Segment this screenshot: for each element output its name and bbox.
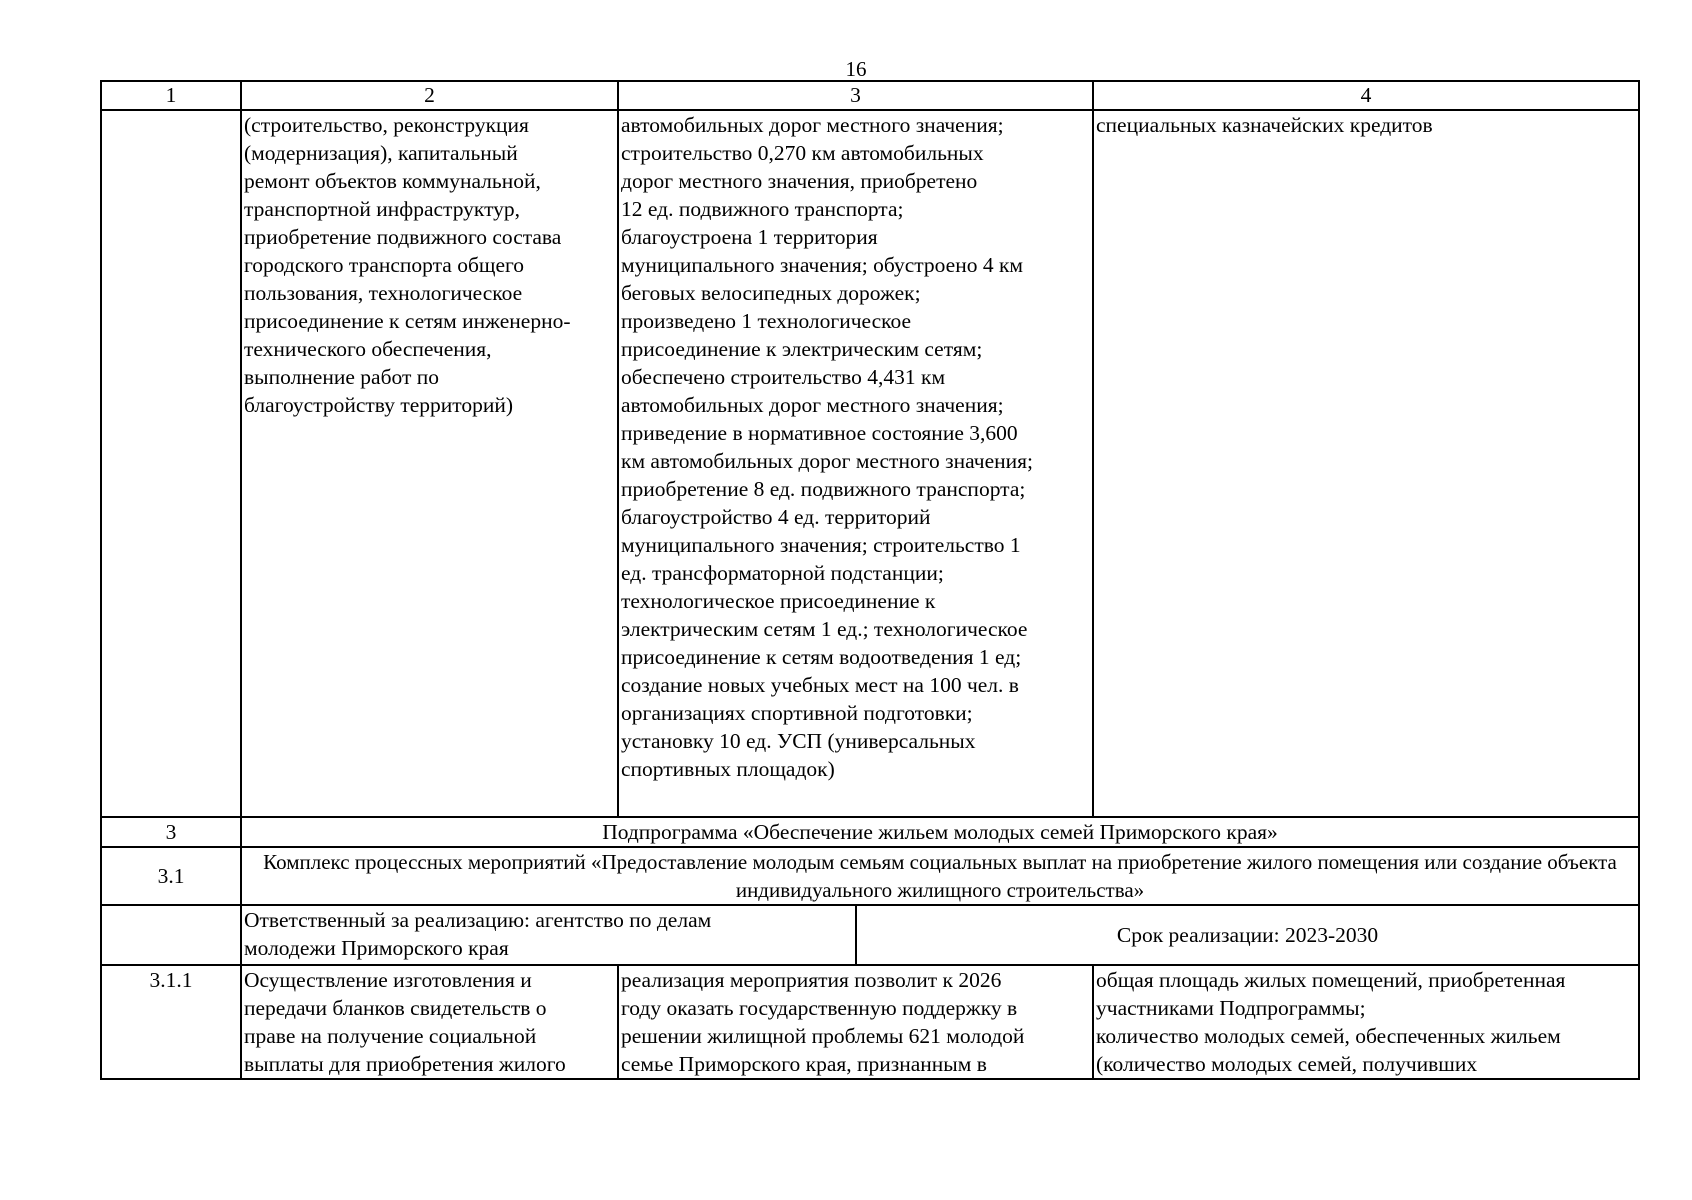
complex-number: 3.1	[101, 847, 241, 905]
header-col-1: 1	[101, 81, 241, 110]
complex-row	[101, 847, 1639, 905]
subprogram-title: Подпрограмма «Обеспечение жильем молодых семей Приморского края»	[241, 817, 1639, 847]
table-row	[101, 110, 1639, 817]
indicators-cell: общая площадь жилых помещений, приобретенная участниками Подпрограммы; количество молодых семей, обеспеченных жильем (количество молодых семей, получивших	[1093, 965, 1639, 1079]
activity-description-cell: (строительство, реконструкция (модернизация), капитальный ремонт объектов коммунальной, транспортной инфраструктур, приобретение подвижного состава городского транспорта общего пользования, технологическое присоединение к сетям инженерно- технического обеспечения, выполнение работ по благоустройству территорий)	[241, 110, 618, 817]
indicators-cell: специальных казначейских кредитов	[1093, 110, 1639, 817]
header-col-3: 3	[618, 81, 1093, 110]
subprogram-row	[101, 817, 1639, 847]
results-cell: автомобильных дорог местного значения; строительство 0,270 км автомобильных дорог местного значения, приобретено 12 ед. подвижного транспорта; благоустроена 1 территория муниципального значения; обустроено 4 км беговых велосипедных дорожек; произведено 1 технологическое присоединение к электрическим сетям; обеспечено строительство 4,431 км автомобильных дорог местного значения; приведение в нормативное состояние 3,600 км автомобильных дорог местного значения; приобретение 8 ед. подвижного транспорта; благоустройство 4 ед. территорий муниципального значения; строительство 1 ед. трансформаторной подстанции; технологическое присоединение к электрическим сетям 1 ед.; технологическое присоединение к сетям водоотведения 1 ед; создание новых учебных мест на 100 чел. в организациях спортивной подготовки; установку 10 ед. УСП (универсальных спортивных площадок)	[618, 110, 1093, 817]
responsible-empty-cell	[101, 905, 241, 965]
page-number: 16	[845, 57, 867, 81]
responsible-row	[101, 905, 1639, 965]
header-col-4: 4	[1093, 81, 1639, 110]
program-table	[100, 80, 1640, 1080]
activity-description-cell: Осуществление изготовления и передачи бланков свидетельств о праве на получение социальной выплаты для приобретения жилого	[241, 965, 618, 1079]
subprogram-number: 3	[101, 817, 241, 847]
results-cell: реализация мероприятия позволит к 2026 году оказать государственную поддержку в решении жилищной проблемы 621 молодой семье Приморского края, признанным в	[618, 965, 1093, 1079]
table-row	[101, 965, 1639, 1079]
responsible-text: Ответственный за реализацию: агентство по делам молодежи Приморского края	[241, 905, 856, 965]
implementation-period: Срок реализации: 2023-2030	[856, 905, 1639, 965]
header-col-2: 2	[241, 81, 618, 110]
table-header-row	[101, 81, 1639, 110]
row-number-cell	[101, 110, 241, 817]
complex-title: Комплекс процессных мероприятий «Предоставление молодым семьям социальных выплат на приобретение жилого помещения или создание объекта индивидуального жилищного строительства»	[241, 847, 1639, 905]
row-number-cell: 3.1.1	[101, 965, 241, 1079]
